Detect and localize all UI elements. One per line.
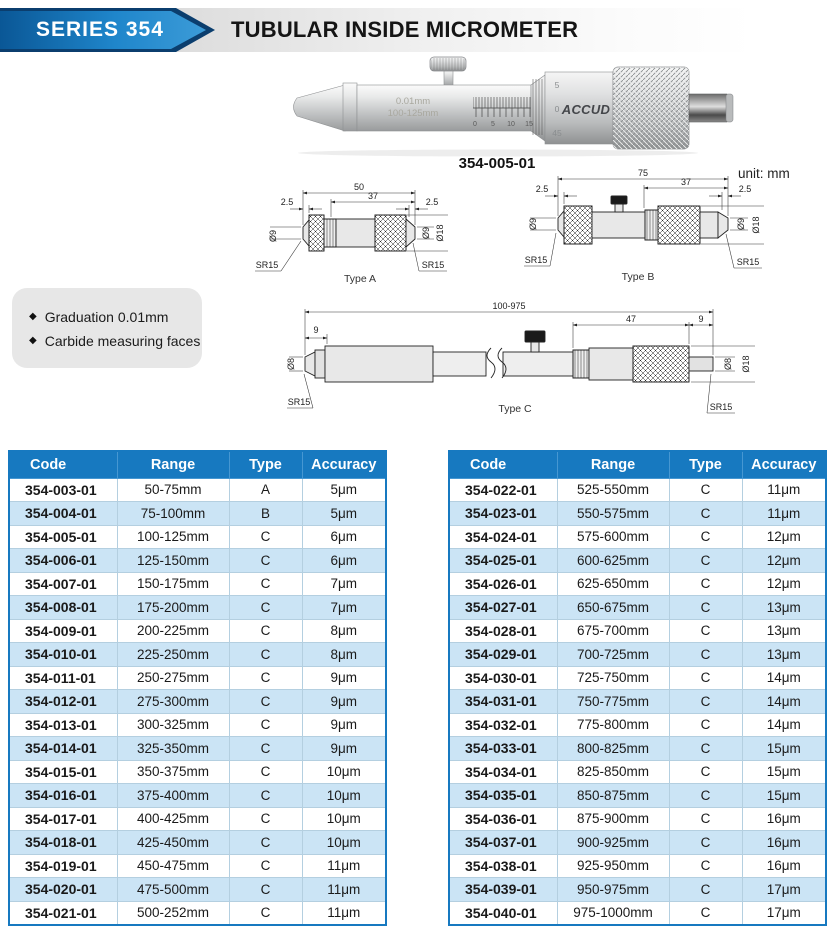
column-header-range: Range bbox=[117, 451, 229, 478]
table-cell: 10μm bbox=[302, 807, 386, 831]
table-cell: C bbox=[229, 878, 302, 902]
table-cell: 7μm bbox=[302, 572, 386, 596]
drawing-type-c bbox=[283, 298, 763, 424]
table-cell: 354-003-01 bbox=[9, 478, 117, 502]
table-cell: 625-650mm bbox=[557, 572, 669, 596]
dim-inner: 47 bbox=[625, 314, 637, 324]
table-row bbox=[9, 784, 386, 808]
table-cell: 354-017-01 bbox=[9, 807, 117, 831]
table-cell: 650-675mm bbox=[557, 596, 669, 620]
table-cell: 750-775mm bbox=[557, 690, 669, 714]
feature-item bbox=[29, 329, 202, 353]
table-cell: 354-006-01 bbox=[9, 549, 117, 573]
table-row bbox=[449, 643, 826, 667]
dim-dia-left: Ø9 bbox=[268, 229, 278, 243]
table-row bbox=[9, 666, 386, 690]
column-header-code: Code bbox=[9, 451, 117, 478]
table-cell: 175-200mm bbox=[117, 596, 229, 620]
table-cell: 6μm bbox=[302, 549, 386, 573]
table-cell: 11μm bbox=[742, 478, 826, 502]
table-cell: 850-875mm bbox=[557, 784, 669, 808]
table-cell: 13μm bbox=[742, 643, 826, 667]
dim-left-offset: 9 bbox=[313, 325, 319, 335]
table-cell: 354-014-01 bbox=[9, 737, 117, 761]
table-row bbox=[449, 502, 826, 526]
table-row bbox=[9, 713, 386, 737]
table-cell: C bbox=[669, 878, 742, 902]
table-cell: B bbox=[229, 502, 302, 526]
table-cell: 354-005-01 bbox=[9, 525, 117, 549]
table-row bbox=[9, 549, 386, 573]
table-cell: 354-018-01 bbox=[9, 831, 117, 855]
table-cell: 17μm bbox=[742, 878, 826, 902]
table-cell: 11μm bbox=[302, 878, 386, 902]
table-cell: 50-75mm bbox=[117, 478, 229, 502]
table-cell: 11μm bbox=[302, 901, 386, 925]
range-marking: 100-125mm bbox=[387, 108, 439, 119]
type-a-label: Type A bbox=[343, 273, 377, 285]
sleeve-tick-0: 0 bbox=[473, 121, 477, 128]
table-cell: 400-425mm bbox=[117, 807, 229, 831]
table-cell: 9μm bbox=[302, 737, 386, 761]
table-cell: 354-033-01 bbox=[449, 737, 557, 761]
table-cell: 12μm bbox=[742, 525, 826, 549]
table-cell: C bbox=[669, 525, 742, 549]
table-row bbox=[449, 525, 826, 549]
table-row bbox=[9, 760, 386, 784]
column-header-range: Range bbox=[557, 451, 669, 478]
table-cell: C bbox=[229, 807, 302, 831]
features-box bbox=[12, 288, 202, 368]
table-cell: C bbox=[669, 502, 742, 526]
table-cell: 10μm bbox=[302, 831, 386, 855]
table-cell: C bbox=[229, 525, 302, 549]
table-cell: 354-025-01 bbox=[449, 549, 557, 573]
table-cell: 825-850mm bbox=[557, 760, 669, 784]
type-a-outline bbox=[303, 215, 415, 251]
table-cell: 725-750mm bbox=[557, 666, 669, 690]
table-cell: 300-325mm bbox=[117, 713, 229, 737]
table-cell: 354-009-01 bbox=[9, 619, 117, 643]
table-cell: C bbox=[229, 666, 302, 690]
table-row bbox=[9, 690, 386, 714]
thimble-tick-45: 45 bbox=[552, 128, 562, 138]
table-cell: 8μm bbox=[302, 619, 386, 643]
table-cell: 354-038-01 bbox=[449, 854, 557, 878]
drawing-type-a bbox=[248, 174, 448, 286]
table-cell: 354-028-01 bbox=[449, 619, 557, 643]
table-cell: 975-1000mm bbox=[557, 901, 669, 925]
dim-left-offset: 2.5 bbox=[535, 184, 549, 194]
micrometer-body-graphic bbox=[294, 57, 734, 157]
dim-right-offset: 2.5 bbox=[738, 184, 752, 194]
type-b-outline bbox=[558, 196, 728, 244]
table-row bbox=[449, 807, 826, 831]
spec-table-right bbox=[448, 450, 827, 926]
column-header-type: Type bbox=[229, 451, 302, 478]
unit-note: unit: mm bbox=[738, 166, 790, 181]
table-cell: 354-032-01 bbox=[449, 713, 557, 737]
table-cell: 8μm bbox=[302, 643, 386, 667]
table-row bbox=[9, 525, 386, 549]
dim-dia-right-inner: Ø9 bbox=[421, 226, 431, 240]
table-cell: 525-550mm bbox=[557, 478, 669, 502]
table-cell: A bbox=[229, 478, 302, 502]
feature-label: Carbide measuring faces bbox=[44, 333, 201, 349]
dim-overall: 50 bbox=[353, 182, 365, 192]
table-row bbox=[449, 596, 826, 620]
table-cell: 354-039-01 bbox=[449, 878, 557, 902]
table-cell: 354-020-01 bbox=[9, 878, 117, 902]
table-cell: 354-013-01 bbox=[9, 713, 117, 737]
table-cell: 354-027-01 bbox=[449, 596, 557, 620]
dim-sr-left: SR15 bbox=[524, 255, 548, 265]
dim-dia-right-inner: Ø8 bbox=[723, 357, 733, 371]
table-cell: 354-010-01 bbox=[9, 643, 117, 667]
table-cell: C bbox=[669, 478, 742, 502]
table-header-row bbox=[9, 451, 386, 478]
table-row bbox=[9, 596, 386, 620]
table-cell: 354-024-01 bbox=[449, 525, 557, 549]
table-cell: 13μm bbox=[742, 596, 826, 620]
sleeve-tick-5: 5 bbox=[491, 121, 495, 128]
table-cell: 475-500mm bbox=[117, 878, 229, 902]
graduation-marking: 0.01mm bbox=[395, 96, 431, 107]
table-row bbox=[449, 549, 826, 573]
table-cell: C bbox=[669, 619, 742, 643]
dim-dia-right-outer: Ø18 bbox=[741, 355, 751, 373]
table-cell: 354-019-01 bbox=[9, 854, 117, 878]
table-cell: C bbox=[669, 713, 742, 737]
table-cell: 354-035-01 bbox=[449, 784, 557, 808]
table-cell: 900-925mm bbox=[557, 831, 669, 855]
sleeve-tick-10: 10 bbox=[507, 121, 515, 128]
table-cell: 354-008-01 bbox=[9, 596, 117, 620]
table-cell: 75-100mm bbox=[117, 502, 229, 526]
dim-dia-right-inner: Ø9 bbox=[736, 217, 746, 231]
table-row bbox=[449, 619, 826, 643]
table-row bbox=[449, 784, 826, 808]
table-row bbox=[449, 690, 826, 714]
drawing-type-b bbox=[520, 163, 770, 285]
table-cell: 354-029-01 bbox=[449, 643, 557, 667]
table-cell: C bbox=[669, 549, 742, 573]
table-cell: 354-016-01 bbox=[9, 784, 117, 808]
column-header-code: Code bbox=[449, 451, 557, 478]
dim-sr-right: SR15 bbox=[709, 402, 733, 412]
table-row bbox=[449, 831, 826, 855]
table-cell: 950-975mm bbox=[557, 878, 669, 902]
table-cell: C bbox=[229, 901, 302, 925]
table-cell: 125-150mm bbox=[117, 549, 229, 573]
table-cell: 450-475mm bbox=[117, 854, 229, 878]
table-cell: C bbox=[229, 713, 302, 737]
table-cell: C bbox=[669, 854, 742, 878]
table-cell: C bbox=[669, 737, 742, 761]
table-row bbox=[449, 878, 826, 902]
table-row bbox=[9, 901, 386, 925]
table-cell: 15μm bbox=[742, 784, 826, 808]
table-cell: C bbox=[229, 690, 302, 714]
dim-dia-left: Ø9 bbox=[528, 217, 538, 231]
table-cell: C bbox=[229, 737, 302, 761]
spec-table-left bbox=[8, 450, 387, 926]
table-cell: 250-275mm bbox=[117, 666, 229, 690]
table-cell: 354-026-01 bbox=[449, 572, 557, 596]
micrometer-photo-illustration bbox=[283, 55, 735, 158]
table-cell: 14μm bbox=[742, 713, 826, 737]
table-row bbox=[449, 572, 826, 596]
table-cell: 325-350mm bbox=[117, 737, 229, 761]
dim-sr-left: SR15 bbox=[255, 260, 279, 270]
table-cell: 425-450mm bbox=[117, 831, 229, 855]
sleeve-tick-15: 15 bbox=[525, 121, 533, 128]
table-cell: 150-175mm bbox=[117, 572, 229, 596]
dim-dia-right-outer: Ø18 bbox=[435, 224, 445, 242]
thimble-tick-5: 5 bbox=[554, 80, 560, 90]
header-strip bbox=[0, 8, 778, 52]
dim-inner: 37 bbox=[367, 191, 379, 201]
table-cell: 9μm bbox=[302, 666, 386, 690]
table-cell: 550-575mm bbox=[557, 502, 669, 526]
table-cell: 354-004-01 bbox=[9, 502, 117, 526]
type-b-label: Type B bbox=[621, 271, 655, 283]
table-row bbox=[9, 478, 386, 502]
table-cell: 800-825mm bbox=[557, 737, 669, 761]
table-cell: 354-007-01 bbox=[9, 572, 117, 596]
brand-logo: ACCUD bbox=[561, 102, 611, 117]
table-row bbox=[449, 478, 826, 502]
page-title: TUBULAR INSIDE MICROMETER bbox=[231, 17, 579, 42]
table-cell: 354-021-01 bbox=[9, 901, 117, 925]
table-cell: 100-125mm bbox=[117, 525, 229, 549]
dim-left-offset: 2.5 bbox=[280, 197, 294, 207]
table-cell: 15μm bbox=[742, 760, 826, 784]
diamond-bullet-icon: ◆ bbox=[29, 311, 37, 322]
table-cell: C bbox=[229, 784, 302, 808]
table-cell: C bbox=[669, 596, 742, 620]
table-cell: 925-950mm bbox=[557, 854, 669, 878]
table-cell: 354-030-01 bbox=[449, 666, 557, 690]
dim-sr-left: SR15 bbox=[287, 397, 311, 407]
table-cell: C bbox=[669, 760, 742, 784]
table-cell: 225-250mm bbox=[117, 643, 229, 667]
diamond-bullet-icon: ◆ bbox=[29, 335, 37, 346]
table-cell: 5μm bbox=[302, 478, 386, 502]
table-cell: 10μm bbox=[302, 760, 386, 784]
table-row bbox=[9, 737, 386, 761]
table-cell: C bbox=[229, 760, 302, 784]
table-row bbox=[9, 807, 386, 831]
table-row bbox=[9, 572, 386, 596]
type-c-label: Type C bbox=[498, 403, 532, 415]
table-cell: 17μm bbox=[742, 901, 826, 925]
table-cell: C bbox=[669, 807, 742, 831]
table-row bbox=[449, 666, 826, 690]
type-c-outline bbox=[305, 331, 713, 382]
table-cell: 10μm bbox=[302, 784, 386, 808]
table-cell: 16μm bbox=[742, 854, 826, 878]
column-header-type: Type bbox=[669, 451, 742, 478]
product-code-label: 354-005-01 bbox=[458, 155, 536, 172]
table-cell: 775-800mm bbox=[557, 713, 669, 737]
table-cell: 16μm bbox=[742, 831, 826, 855]
table-cell: C bbox=[669, 784, 742, 808]
table-row bbox=[449, 737, 826, 761]
table-cell: 11μm bbox=[742, 502, 826, 526]
table-cell: 16μm bbox=[742, 807, 826, 831]
table-cell: 200-225mm bbox=[117, 619, 229, 643]
table-cell: 500-252mm bbox=[117, 901, 229, 925]
table-cell: C bbox=[669, 666, 742, 690]
table-cell: 275-300mm bbox=[117, 690, 229, 714]
table-cell: C bbox=[229, 549, 302, 573]
table-cell: C bbox=[229, 596, 302, 620]
table-cell: 354-022-01 bbox=[449, 478, 557, 502]
dim-dia-left: Ø8 bbox=[286, 357, 296, 371]
table-cell: C bbox=[229, 643, 302, 667]
table-cell: 575-600mm bbox=[557, 525, 669, 549]
table-row bbox=[449, 854, 826, 878]
table-cell: 9μm bbox=[302, 690, 386, 714]
table-cell: 700-725mm bbox=[557, 643, 669, 667]
table-row bbox=[449, 713, 826, 737]
table-row bbox=[449, 760, 826, 784]
table-cell: 6μm bbox=[302, 525, 386, 549]
table-cell: C bbox=[669, 831, 742, 855]
table-cell: 13μm bbox=[742, 619, 826, 643]
dim-inner: 37 bbox=[680, 177, 692, 187]
table-cell: C bbox=[229, 572, 302, 596]
product-photo bbox=[283, 55, 735, 163]
table-cell: 354-011-01 bbox=[9, 666, 117, 690]
table-cell: 354-036-01 bbox=[449, 807, 557, 831]
table-cell: 7μm bbox=[302, 596, 386, 620]
column-header-accuracy: Accuracy bbox=[302, 451, 386, 478]
table-cell: 600-625mm bbox=[557, 549, 669, 573]
dim-right-offset: 9 bbox=[698, 314, 704, 324]
dim-dia-right-outer: Ø18 bbox=[751, 216, 761, 234]
table-row bbox=[9, 831, 386, 855]
table-cell: 375-400mm bbox=[117, 784, 229, 808]
table-cell: 354-015-01 bbox=[9, 760, 117, 784]
table-cell: 11μm bbox=[302, 854, 386, 878]
table-cell: 12μm bbox=[742, 572, 826, 596]
table-cell: 15μm bbox=[742, 737, 826, 761]
table-cell: 354-031-01 bbox=[449, 690, 557, 714]
table-cell: 5μm bbox=[302, 502, 386, 526]
table-cell: 675-700mm bbox=[557, 619, 669, 643]
series-label: SERIES 354 bbox=[36, 18, 164, 41]
table-cell: C bbox=[669, 572, 742, 596]
table-cell: 14μm bbox=[742, 666, 826, 690]
table-row bbox=[9, 854, 386, 878]
table-cell: 9μm bbox=[302, 713, 386, 737]
table-cell: C bbox=[669, 690, 742, 714]
column-header-accuracy: Accuracy bbox=[742, 451, 826, 478]
feature-item bbox=[29, 305, 202, 329]
dim-overall: 75 bbox=[637, 168, 649, 178]
table-cell: 354-034-01 bbox=[449, 760, 557, 784]
table-cell: 12μm bbox=[742, 549, 826, 573]
table-cell: 875-900mm bbox=[557, 807, 669, 831]
dim-sr-right: SR15 bbox=[736, 257, 760, 267]
thimble-tick-0: 0 bbox=[554, 104, 560, 114]
table-cell: C bbox=[229, 831, 302, 855]
table-cell: 14μm bbox=[742, 690, 826, 714]
table-cell: 354-037-01 bbox=[449, 831, 557, 855]
table-row bbox=[449, 901, 826, 925]
table-cell: 354-023-01 bbox=[449, 502, 557, 526]
table-cell: 354-040-01 bbox=[449, 901, 557, 925]
table-row bbox=[9, 502, 386, 526]
table-cell: C bbox=[669, 901, 742, 925]
table-cell: 350-375mm bbox=[117, 760, 229, 784]
table-row bbox=[9, 643, 386, 667]
dim-right-offset: 2.5 bbox=[425, 197, 439, 207]
table-cell: C bbox=[669, 643, 742, 667]
table-row bbox=[9, 878, 386, 902]
table-cell: 354-012-01 bbox=[9, 690, 117, 714]
table-header-row bbox=[449, 451, 826, 478]
table-cell: C bbox=[229, 619, 302, 643]
dim-overall: 100-975 bbox=[492, 301, 526, 311]
table-cell: C bbox=[229, 854, 302, 878]
table-row bbox=[9, 619, 386, 643]
dim-sr-right: SR15 bbox=[421, 260, 445, 270]
feature-label: Graduation 0.01mm bbox=[44, 309, 169, 325]
